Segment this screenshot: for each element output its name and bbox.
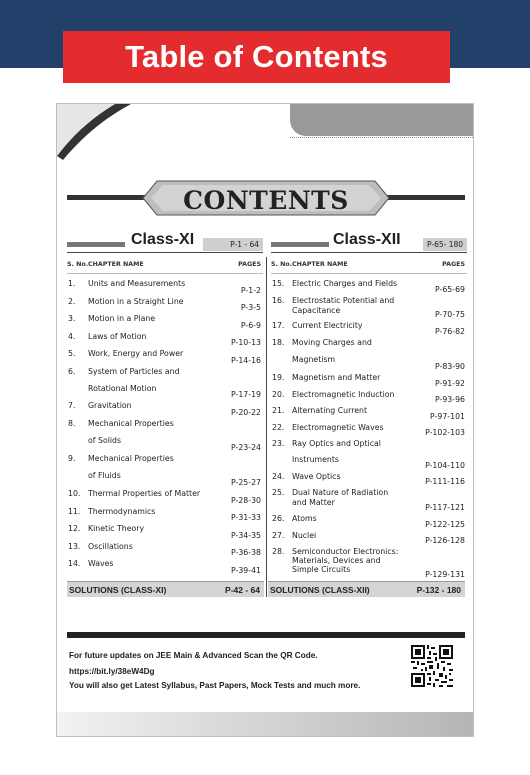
class-xi-rule xyxy=(67,252,263,253)
class-xii-table-header xyxy=(271,255,467,274)
class-xi-title: Class-XI xyxy=(131,231,195,248)
list-item: 23. Ray Optics and Optical Instruments P-104-110 xyxy=(272,439,465,470)
list-item: 18. Moving Charges and Magnetism P-83-90 xyxy=(272,338,465,371)
class-xi-table-header xyxy=(67,255,263,274)
footer-note xyxy=(69,649,360,693)
list-item: 17. Current Electricity P-76-82 xyxy=(272,321,465,336)
class-xii-rule xyxy=(271,252,467,253)
list-item: 2. Motion in a Straight Line P-3-5 xyxy=(68,296,261,312)
class-xii-chapter-list xyxy=(271,279,467,581)
list-item: 22. Electromagnetic Waves P-102-103 xyxy=(272,422,465,437)
class-xii-pages: P-65- 180 xyxy=(423,238,467,251)
list-item: 1. Units and Measurements P-1-2 xyxy=(68,279,261,295)
list-item: 9. Mechanical Properties of Fluids P-25-27 xyxy=(68,454,261,487)
contents-heading: CONTENTS xyxy=(183,186,349,215)
footer-link[interactable]: https://bit.ly/38eW4Dg xyxy=(69,667,155,676)
list-item: 3. Motion in a Plane P-6-9 xyxy=(68,314,261,330)
list-item: 20. Electromagnetic Induction P-93-96 xyxy=(272,389,465,404)
list-item: 19. Magnetism and Matter P-91-92 xyxy=(272,373,465,388)
list-item: 28. Semiconductor Electronics: Materials, Devices and Simple Circuits P-129-131 xyxy=(272,547,465,579)
contents-page xyxy=(56,103,474,737)
dotted-rule xyxy=(290,137,474,138)
class-xi-chapter-list xyxy=(67,279,263,577)
class-xi-pages: P-1 - 64 xyxy=(203,238,263,251)
list-item: 25. Dual Nature of Radiation and Matter P-117-121 xyxy=(272,488,465,512)
pages-header: PAGES xyxy=(238,261,261,268)
list-item: 12. Kinetic Theory P-34-35 xyxy=(68,524,261,540)
class-xii-title: Class-XII xyxy=(333,231,401,248)
class-xi-header xyxy=(67,229,263,253)
list-item: 21. Alternating Current P-97-101 xyxy=(272,406,465,421)
bottom-gradient-bar xyxy=(57,712,474,737)
list-item: 15. Electric Charges and Fields P-65-69 xyxy=(272,279,465,294)
table-header-rule xyxy=(271,273,467,274)
qr-code-icon[interactable] xyxy=(411,645,453,687)
class-xii-header-bar xyxy=(271,242,329,247)
table-header-rule xyxy=(67,273,263,274)
list-item: 14. Waves P-39-41 xyxy=(68,559,261,575)
chapter-header: CHAPTER NAME xyxy=(88,261,144,268)
pages-header: PAGES xyxy=(442,261,465,268)
banner-title: Table of Contents xyxy=(63,31,450,83)
list-item: 8. Mechanical Properties of Solids P-23-24 xyxy=(68,419,261,452)
list-item: 5. Work, Energy and Power P-14-16 xyxy=(68,349,261,365)
class-xi-header-bar xyxy=(67,242,125,247)
list-item: 24. Wave Optics P-111-116 xyxy=(272,472,465,486)
class-xi-column xyxy=(67,229,263,577)
class-xii-header xyxy=(271,229,467,253)
list-item: 26. Atoms P-122-125 xyxy=(272,514,465,529)
sno-header: S. No. xyxy=(271,261,293,268)
list-item: 10. Thermal Properties of Matter P-28-30 xyxy=(68,489,261,505)
sno-header: S. No. xyxy=(67,261,89,268)
contents-heading-block xyxy=(67,178,465,218)
class-xi-solutions: SOLUTIONS (CLASS-XI) P-42 - 64 xyxy=(67,581,264,597)
list-item: 4. Laws of Motion P-10-13 xyxy=(68,331,261,347)
footer-line-3: You will also get Latest Syllabus, Past Papers, Mock Tests and much more. xyxy=(69,681,361,690)
list-item: 7. Gravitation P-20-22 xyxy=(68,401,261,417)
column-divider xyxy=(266,257,267,597)
list-item: 16. Electrostatic Potential and Capacitance P-70-75 xyxy=(272,296,465,319)
footer-line-1: For future updates on JEE Main & Advanced Scan the QR Code. xyxy=(69,651,318,660)
list-item: 27. Nuclei P-126-128 xyxy=(272,530,465,545)
chapter-header: CHAPTER NAME xyxy=(292,261,348,268)
list-item: 6. System of Particles and Rotational Motion P-17-19 xyxy=(68,367,261,399)
list-item: 13. Oscillations P-36-38 xyxy=(68,541,261,557)
header-tab xyxy=(290,104,474,136)
class-xii-column xyxy=(271,229,467,581)
list-item: 11. Thermodynamics P-31-33 xyxy=(68,506,261,522)
footer-rule xyxy=(67,632,465,638)
class-xii-solutions: SOLUTIONS (CLASS-XII) P-132 - 180 xyxy=(268,581,465,597)
